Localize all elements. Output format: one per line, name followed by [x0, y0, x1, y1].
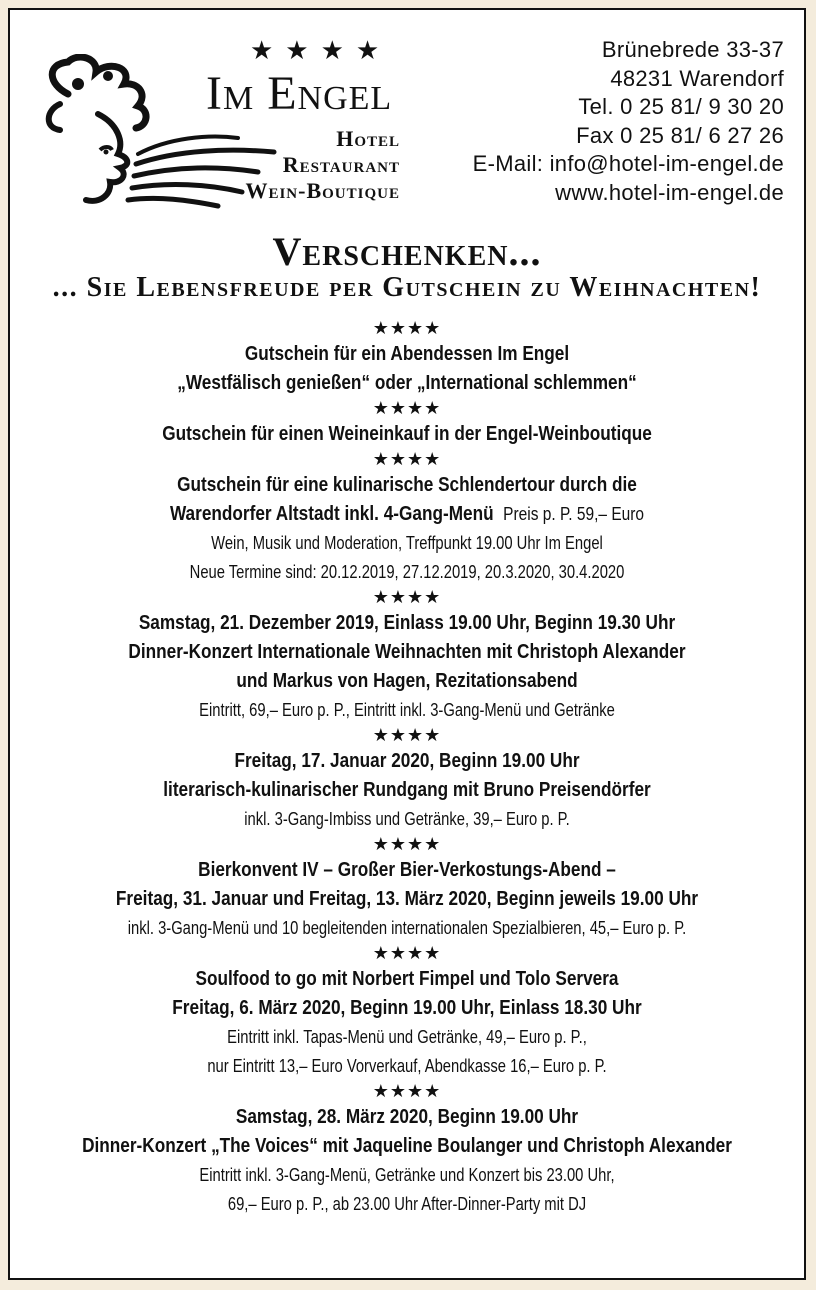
stars-separator: ★★★★	[372, 834, 442, 855]
event-3-date: Freitag, 31. Januar und Freitag, 13. März 2020, Beginn jeweils 19.00 Uhr	[115, 888, 699, 910]
voucher-tour-title-2	[66, 500, 749, 529]
email-link[interactable]: E-Mail: info@hotel-im-engel.de	[472, 151, 784, 176]
event-2-title: literarisch-kulinarischer Rundgang mit Bruno Preisendörfer	[163, 779, 651, 801]
offers-list	[10, 318, 804, 1219]
event-2-date: Freitag, 17. Januar 2020, Beginn 19.00 Uhr	[234, 750, 580, 772]
fax: Fax 0 25 81/ 6 27 26	[576, 122, 784, 148]
brand-sub-restaurant: Restaurant	[282, 152, 400, 177]
voucher-dinner-title: Gutschein für ein Abendessen Im Engel	[244, 343, 570, 365]
event-5-price: Eintritt inkl. 3-Gang-Menü, Getränke und Konzert bis 23.00 Uhr,	[199, 1165, 615, 1185]
event-1-title: Dinner-Konzert Internationale Weihnachten mit Christoph Alexander	[128, 641, 686, 663]
event-2-price: inkl. 3-Gang-Imbiss und Getränke, 39,– Euro p. P.	[244, 809, 570, 829]
voucher-tour-dates: Neue Termine sind: 20.12.2019, 27.12.2019, 20.3.2020, 30.4.2020	[189, 562, 625, 582]
voucher-wine-title: Gutschein für einen Weineinkauf in der Engel-Weinboutique	[162, 423, 652, 445]
event-5-date: Samstag, 28. März 2020, Beginn 19.00 Uhr	[235, 1106, 579, 1128]
brand-name: Im Engel	[206, 67, 393, 120]
voucher-tour-menu: Warendorfer Altstadt inkl. 4-Gang-Menü	[169, 503, 494, 525]
stars-separator: ★★★★	[372, 1081, 442, 1102]
event-1-title-2: und Markus von Hagen, Rezitationsabend	[236, 670, 578, 692]
brand-sub-hotel: Hotel	[336, 126, 400, 151]
stars-separator: ★★★★	[372, 449, 442, 470]
event-3-title: Bierkonvent IV – Großer Bier-Verkostungs-Abend –	[198, 859, 616, 881]
event-4-title: Soulfood to go mit Norbert Fimpel und Tolo Servera	[195, 968, 619, 990]
address-street: Brünebrede 33-37	[601, 37, 784, 62]
event-1-date: Samstag, 21. Dezember 2019, Einlass 19.00 Uhr, Beginn 19.30 Uhr	[138, 612, 676, 634]
event-4-price-2: nur Eintritt 13,– Euro Vorverkauf, Abendkasse 16,– Euro p. P.	[207, 1056, 607, 1076]
event-5-title: Dinner-Konzert „The Voices“ mit Jaqueline Boulanger und Christoph Alexander	[82, 1135, 732, 1157]
phone: Tel. 0 25 81/ 9 30 20	[578, 94, 784, 119]
website-link[interactable]: www.hotel-im-engel.de	[555, 179, 784, 205]
brand-sub-boutique: Wein-Boutique	[245, 178, 400, 203]
address-city: 48231 Warendorf	[610, 65, 784, 91]
voucher-tour-price: Preis p. P. 59,– Euro	[503, 504, 645, 524]
contact-block	[473, 36, 784, 207]
logo	[30, 28, 410, 208]
rating-stars: ★★★★	[250, 36, 392, 66]
event-1-price: Eintritt, 69,– Euro p. P., Eintritt inkl. 3-Gang-Menü und Getränke	[199, 700, 615, 720]
voucher-tour-title: Gutschein für eine kulinarische Schlendertour durch die	[177, 474, 637, 496]
stars-separator: ★★★★	[372, 398, 442, 419]
event-4-price: Eintritt inkl. Tapas-Menü und Getränke, 49,– Euro p. P.,	[227, 1027, 587, 1047]
stars-separator: ★★★★	[372, 943, 442, 964]
voucher-dinner-subtitle: „Westfälisch genießen“ oder „International schlemmen“	[177, 372, 637, 394]
subheadline: ... Sie Lebensfreude per Gutschein zu Weihnachten!	[52, 272, 762, 303]
event-4-date: Freitag, 6. März 2020, Beginn 19.00 Uhr, Einlass 18.30 Uhr	[172, 997, 642, 1019]
stars-separator: ★★★★	[372, 725, 442, 746]
event-3-price: inkl. 3-Gang-Menü und 10 begleitenden internationalen Spezialbieren, 45,– Euro p. P.	[127, 918, 687, 938]
event-5-price-2: 69,– Euro p. P., ab 23.00 Uhr After-Dinner-Party mit DJ	[227, 1194, 587, 1214]
voucher-tour-details: Wein, Musik und Moderation, Treffpunkt 19.00 Uhr Im Engel	[211, 533, 603, 553]
stars-separator: ★★★★	[372, 587, 442, 608]
stars-separator: ★★★★	[372, 318, 442, 339]
ad-frame	[8, 8, 806, 1280]
headline: Verschenken...	[272, 229, 542, 274]
